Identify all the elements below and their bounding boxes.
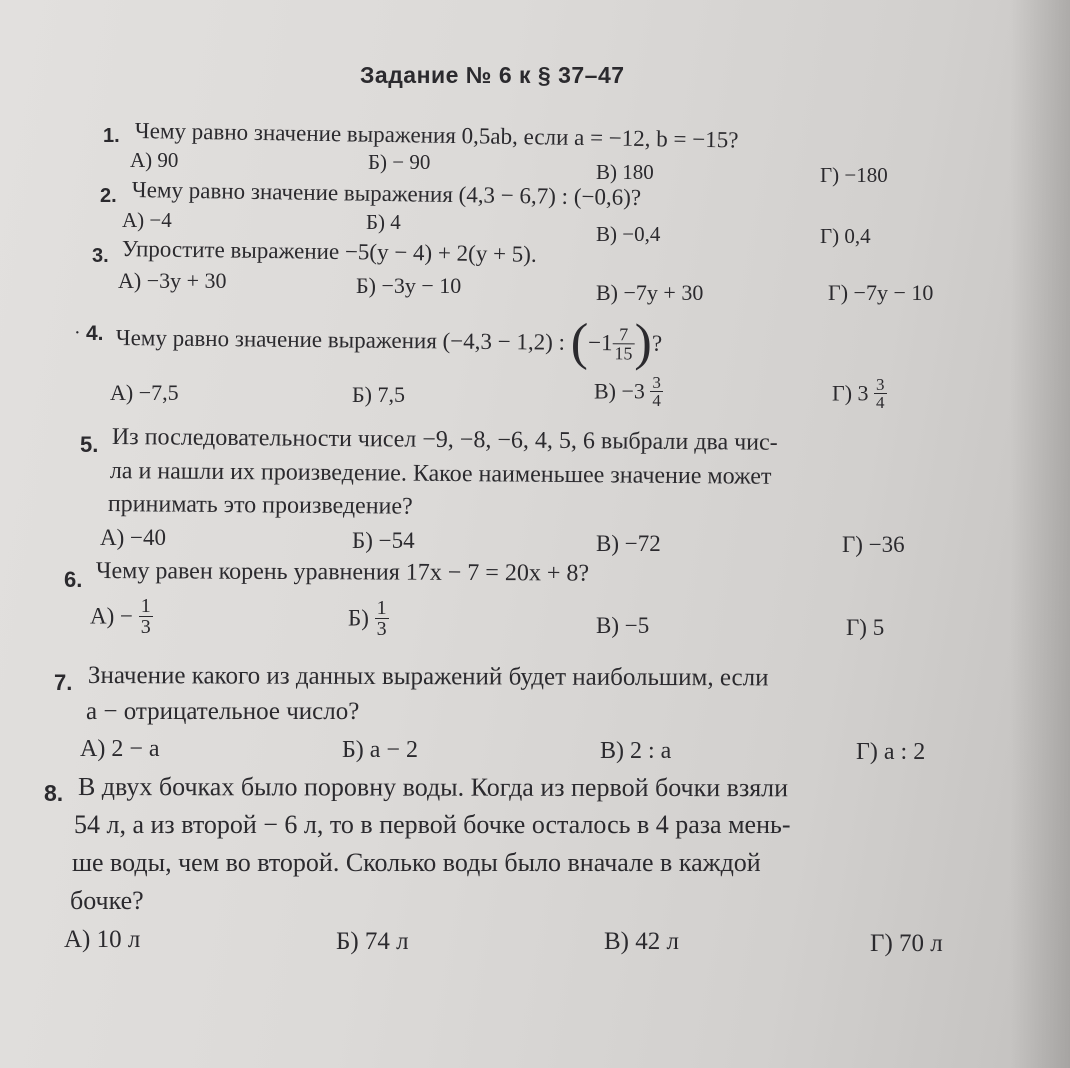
question-6-answer-a [90,596,153,637]
question-6-answer-d: Г) 5 [846,615,885,640]
question-7-answer-d: Г) a : 2 [856,739,926,765]
answer-fraction [650,374,663,409]
question-4-text-before: Чему равно значение выражения (−4,3 − 1,2) : [115,324,566,355]
question-1-answer-c: В) 180 [596,160,654,184]
question-4-fraction [612,325,634,362]
question-3-number: 3. [92,245,109,267]
question-5-answer-c: В) −72 [596,531,661,556]
question-7-number: 7. [54,670,73,695]
question-6-text: Чему равен корень уравнения 17x − 7 = 20x + 8? [95,558,590,587]
fraction-denominator: 4 [652,391,661,410]
question-6-answer-c: В) −5 [596,613,650,638]
question-1-answer-b: Б) − 90 [368,150,431,174]
question-4-number: 4. [86,322,104,345]
answer-fraction [375,598,389,639]
question-8-line-3: ше воды, чем во второй. Сколько воды было вначале в каждой [72,848,761,877]
question-4-text-after: ? [651,330,663,356]
question-1-text: Чему равно значение выражения 0,5ab, если a = −12, b = −15? [134,118,739,153]
left-paren: ( [570,313,589,371]
fraction-numerator: 1 [140,595,151,617]
question-8-answer-d: Г) 70 л [870,930,943,957]
question-1-answer-d: Г) −180 [820,163,888,187]
question-4-answer-d [832,376,887,411]
question-5-answer-b: Б) −54 [352,528,415,553]
answer-fraction [874,376,887,411]
question-3-answer-a: А) −3y + 30 [118,268,227,293]
question-4-answer-c [594,374,663,409]
question-8-answer-c: В) 42 л [604,928,679,955]
question-1-answer-a: А) 90 [130,148,179,172]
question-3-answer-d: Г) −7y − 10 [828,280,934,305]
question-2-text: Чему равно значение выражения (4,3 − 6,7) : (−0,6)? [131,177,642,210]
answer-label: В) −3 [594,378,645,404]
question-6-number: 6. [64,567,83,592]
fraction-numerator: 3 [876,375,885,394]
question-5-answer-d: Г) −36 [842,532,905,557]
question-8-answer-b: Б) 74 л [336,928,409,955]
question-6-answer-b [348,598,389,639]
question-8-answer-a: А) 10 л [64,926,141,953]
question-7-answer-b: Б) a − 2 [342,737,418,763]
question-5-answer-a: А) −40 [100,525,166,550]
question-1-number: 1. [103,125,120,147]
fraction-denominator: 15 [614,342,633,363]
question-2-number: 2. [100,185,117,207]
answer-label: Г) 3 [832,380,869,406]
question-3-answer-b: Б) −3y − 10 [356,273,462,298]
page-title: Задание № 6 к § 37–47 [360,62,625,88]
right-paren: ) [634,314,653,372]
answer-fraction [139,596,153,637]
question-8-line-2: 54 л, а из второй − 6 л, то в первой бочке осталось в 4 раза мень- [74,810,791,839]
question-7-line-1: Значение какого из данных выражений будет наибольшим, если [87,662,769,692]
margin-mark: · [74,322,81,344]
question-3-text: Упростите выражение −5(y − 4) + 2(y + 5). [121,236,537,267]
question-2-answer-b: Б) 4 [366,210,401,234]
question-2-answer-d: Г) 0,4 [820,224,871,248]
answer-label: Б) [348,605,369,631]
fraction-denominator: 3 [376,618,387,640]
question-4-answer-a: А) −7,5 [110,380,179,405]
question-4-answer-b: Б) 7,5 [352,382,405,407]
page-shadow [1010,0,1070,1068]
question-5-line-2: ла и нашли их произведение. Какое наименьшее значение может [109,458,772,490]
question-7-answer-c: В) 2 : a [600,738,672,764]
question-8-number: 8. [44,780,64,806]
question-8-line-4: бочке? [70,886,144,915]
question-3-answer-c: В) −7y + 30 [596,280,704,305]
question-4-text [115,312,662,370]
fraction-numerator: 1 [376,597,387,619]
question-4-mixed-whole: −1 [587,329,613,356]
question-2-answer-c: В) −0,4 [596,222,661,246]
question-7-line-2: a − отрицательное число? [86,698,360,725]
fraction-denominator: 4 [876,393,885,412]
question-5-line-1: Из последовательности чисел −9, −8, −6, 4, 5, 6 выбрали два чис- [111,424,778,456]
fraction-numerator: 7 [613,325,635,344]
question-8-line-1: В двух бочках было поровну воды. Когда из первой бочки взяли [77,772,789,803]
question-5-number: 5. [80,432,99,457]
question-2-answer-a: А) −4 [122,208,172,232]
question-5-line-3: принимать это произведение? [107,491,413,520]
fraction-denominator: 3 [140,616,151,638]
fraction-numerator: 3 [652,373,661,392]
question-7-answer-a: А) 2 − a [80,736,160,762]
answer-label: А) − [90,603,133,629]
